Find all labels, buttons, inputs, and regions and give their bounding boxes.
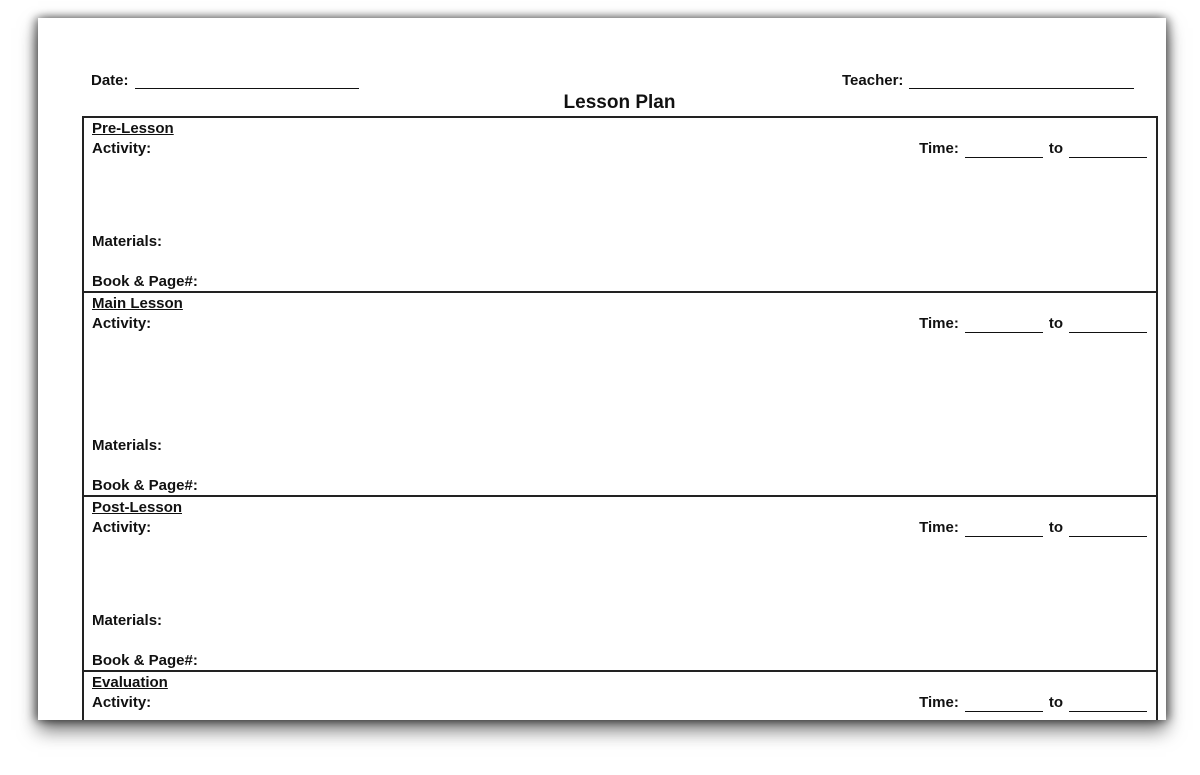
time-start-blank[interactable] xyxy=(965,318,1043,333)
date-field xyxy=(91,72,359,89)
materials-label: Materials: xyxy=(92,612,163,629)
time-end-blank[interactable] xyxy=(1069,697,1147,712)
time-row xyxy=(919,140,1147,158)
book-page-label: Book & Page#: xyxy=(92,477,198,494)
teacher-blank-line[interactable] xyxy=(909,74,1134,89)
to-label: to xyxy=(1048,694,1063,711)
time-row xyxy=(919,315,1147,333)
document-page xyxy=(38,18,1166,720)
time-label: Time: xyxy=(919,140,959,157)
section-heading: Pre-Lesson xyxy=(92,120,174,137)
time-start-blank[interactable] xyxy=(965,522,1043,537)
section-post-lesson xyxy=(84,497,1158,672)
activity-label: Activity: xyxy=(92,315,152,332)
time-end-blank[interactable] xyxy=(1069,522,1147,537)
section-heading: Post-Lesson xyxy=(92,499,183,516)
date-blank-line[interactable] xyxy=(135,74,359,89)
book-page-label: Book & Page#: xyxy=(92,652,198,669)
section-heading: Evaluation xyxy=(92,674,168,691)
materials-label: Materials: xyxy=(92,437,163,454)
to-label: to xyxy=(1048,315,1063,332)
time-label: Time: xyxy=(919,694,959,711)
time-row xyxy=(919,519,1147,537)
section-heading: Main Lesson xyxy=(92,295,183,312)
section-main-lesson xyxy=(84,293,1158,497)
activity-label: Activity: xyxy=(92,519,152,536)
time-start-blank[interactable] xyxy=(965,697,1043,712)
time-label: Time: xyxy=(919,519,959,536)
materials-label: Materials: xyxy=(92,233,163,250)
time-end-blank[interactable] xyxy=(1069,143,1147,158)
teacher-field xyxy=(842,72,1134,89)
time-end-blank[interactable] xyxy=(1069,318,1147,333)
activity-label: Activity: xyxy=(92,694,152,711)
section-evaluation xyxy=(84,672,1158,720)
teacher-label: Teacher: xyxy=(842,72,904,89)
section-pre-lesson xyxy=(84,118,1158,293)
book-page-label: Book & Page#: xyxy=(92,273,198,290)
date-label: Date: xyxy=(91,72,129,89)
time-row xyxy=(919,694,1147,712)
activity-label: Activity: xyxy=(92,140,152,157)
to-label: to xyxy=(1048,140,1063,157)
to-label: to xyxy=(1048,519,1063,536)
time-label: Time: xyxy=(919,315,959,332)
lesson-plan-table xyxy=(82,116,1158,720)
time-start-blank[interactable] xyxy=(965,143,1043,158)
page-title: Lesson Plan xyxy=(563,92,676,113)
